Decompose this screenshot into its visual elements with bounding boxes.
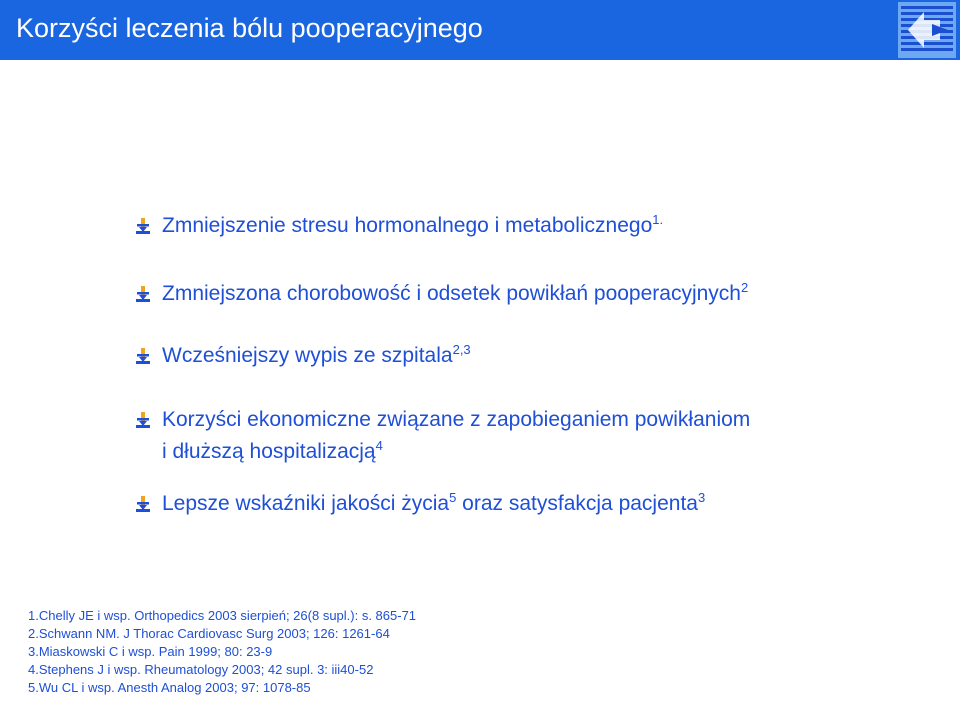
bullet-ref: 4 — [375, 438, 383, 453]
reference-item: 4.Stephens J i wsp. Rheumatology 2003; 42 supl. 3: iii40-52 — [28, 662, 374, 677]
logo-icon — [898, 2, 956, 58]
bullet-ref: 5 — [449, 490, 457, 505]
bullet-ref: 3 — [697, 490, 706, 505]
bullet-text: Wcześniejszy wypis ze szpitala — [162, 344, 453, 367]
arrow-down-bullet-icon — [134, 217, 152, 235]
bullet-item — [134, 490, 705, 518]
references — [28, 607, 416, 697]
bullet-item — [134, 342, 471, 370]
bullet-text: Zmniejszona chorobowość i odsetek powikłań pooperacyjnych — [162, 282, 741, 305]
reference-item: 1.Chelly JE i wsp. Orthopedics 2003 sierpień; 26(8 supl.): s. 865-71 — [28, 608, 417, 623]
bullet-text: Lepsze wskaźniki jakości życia — [162, 492, 450, 515]
title-bar — [0, 0, 960, 60]
bullet-text: Korzyści ekonomiczne związane z zapobieganiem powikłaniom — [162, 408, 751, 431]
slide-title: Korzyści leczenia bólu pooperacyjnego — [16, 13, 483, 43]
bullet-ref: 1. — [652, 212, 664, 227]
arrow-down-bullet-icon — [134, 411, 152, 429]
bullet-item — [134, 212, 663, 240]
arrow-down-bullet-icon — [134, 495, 152, 513]
bullet-text-continued: oraz satysfakcja pacjenta — [456, 492, 698, 515]
bullet-text-line2: i dłuższą hospitalizacją — [162, 440, 376, 463]
reference-item: 2.Schwann NM. J Thorac Cardiovasc Surg 2003; 126: 1261-64 — [28, 626, 390, 641]
reference-item: 3.Miaskowski C i wsp. Pain 1999; 80: 23-9 — [28, 644, 273, 659]
arrow-down-bullet-icon — [134, 285, 152, 303]
bullet-item — [134, 280, 748, 308]
bullet-ref: 2,3 — [452, 342, 471, 357]
bullet-item — [134, 406, 750, 466]
arrow-down-bullet-icon — [134, 347, 152, 365]
reference-item: 5.Wu CL i wsp. Anesth Analog 2003; 97: 1078-85 — [28, 680, 311, 695]
bullet-ref: 2 — [740, 280, 749, 295]
bullet-text: Zmniejszenie stresu hormonalnego i metabolicznego — [162, 214, 653, 237]
